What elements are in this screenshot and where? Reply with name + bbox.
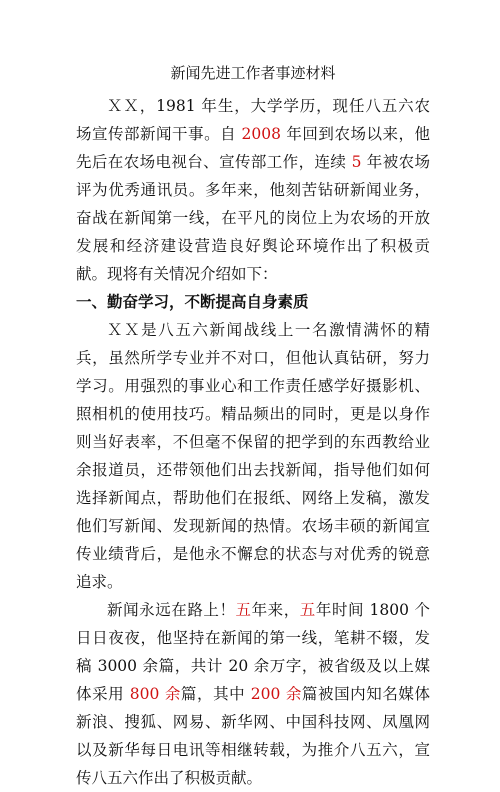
section-heading-1: 一、勤奋学习，不断提高自身素质 [76,292,309,311]
achv-text-2: 年来， [251,601,300,619]
intro-text-2: 年回到农场以来，他先后在农场电视台、宣传部工作，连续 [76,125,430,171]
paragraph-study: ＸＸ是八五六新闻战线上一名激情满怀的精兵，虽然所学专业并不对口，但他认真钻研，努力学习。用强烈的事业心和工作责任感学好摄影机、照相机的使用技巧。精品频出的同时，更是以身作则当好表率，不但毫不保留的把学到的东西教给业余报道员，还带领他们出去找新闻，指导他们如何选择新闻点，帮助他们在报纸、网络上发稿，激发他们写新闻、发现新闻的热情。农场丰硕的新闻宣传业绩背后，是他永不懈怠的状态与对优秀的锐意追求。 [76,321,430,591]
intro-text-1: ＸＸ，1981 年生，大学学历，现任八五六农场宣传部新闻干事。自 [76,97,430,143]
achv-text-3: 年时间 1800 个日日夜夜，他坚持在新闻的第一线，笔耕不辍，发稿 3000 余篇，共计 20 余万字，被省级及以上媒体采用 [76,601,430,703]
paragraph-intro [76,92,430,288]
highlight-years-5: 5 [351,153,362,171]
highlight-five-1: 五 [235,601,252,619]
achv-text-1: 新闻永远在路上！ [107,601,236,619]
achv-text-4: 篇，其中 [180,685,251,703]
intro-text-3: 年被农场评为优秀通讯员。多年来，他刻苦钻研新闻业务，奋战在新闻第一线，在平凡的岗位上为农场的开放发展和经济建设营造良好舆论环境作出了积极贡献。现将有关情况介绍如下： [76,153,430,283]
highlight-five-2: 五 [299,601,316,619]
highlight-year-2008: 2008 [241,125,281,143]
highlight-200: 200 余 [250,685,302,703]
document-title: 新闻先进工作者事迹材料 [170,64,336,82]
achv-text-5: 篇被国内知名媒体新浪、搜狐、网易、新华网、中国科技网、凤凰网以及新华每日电讯等相继转载，为推介八五六，宣传八五六作出了积极贡献。 [76,685,430,787]
paragraph-achievements [76,596,430,792]
highlight-800: 800 余 [129,685,181,703]
